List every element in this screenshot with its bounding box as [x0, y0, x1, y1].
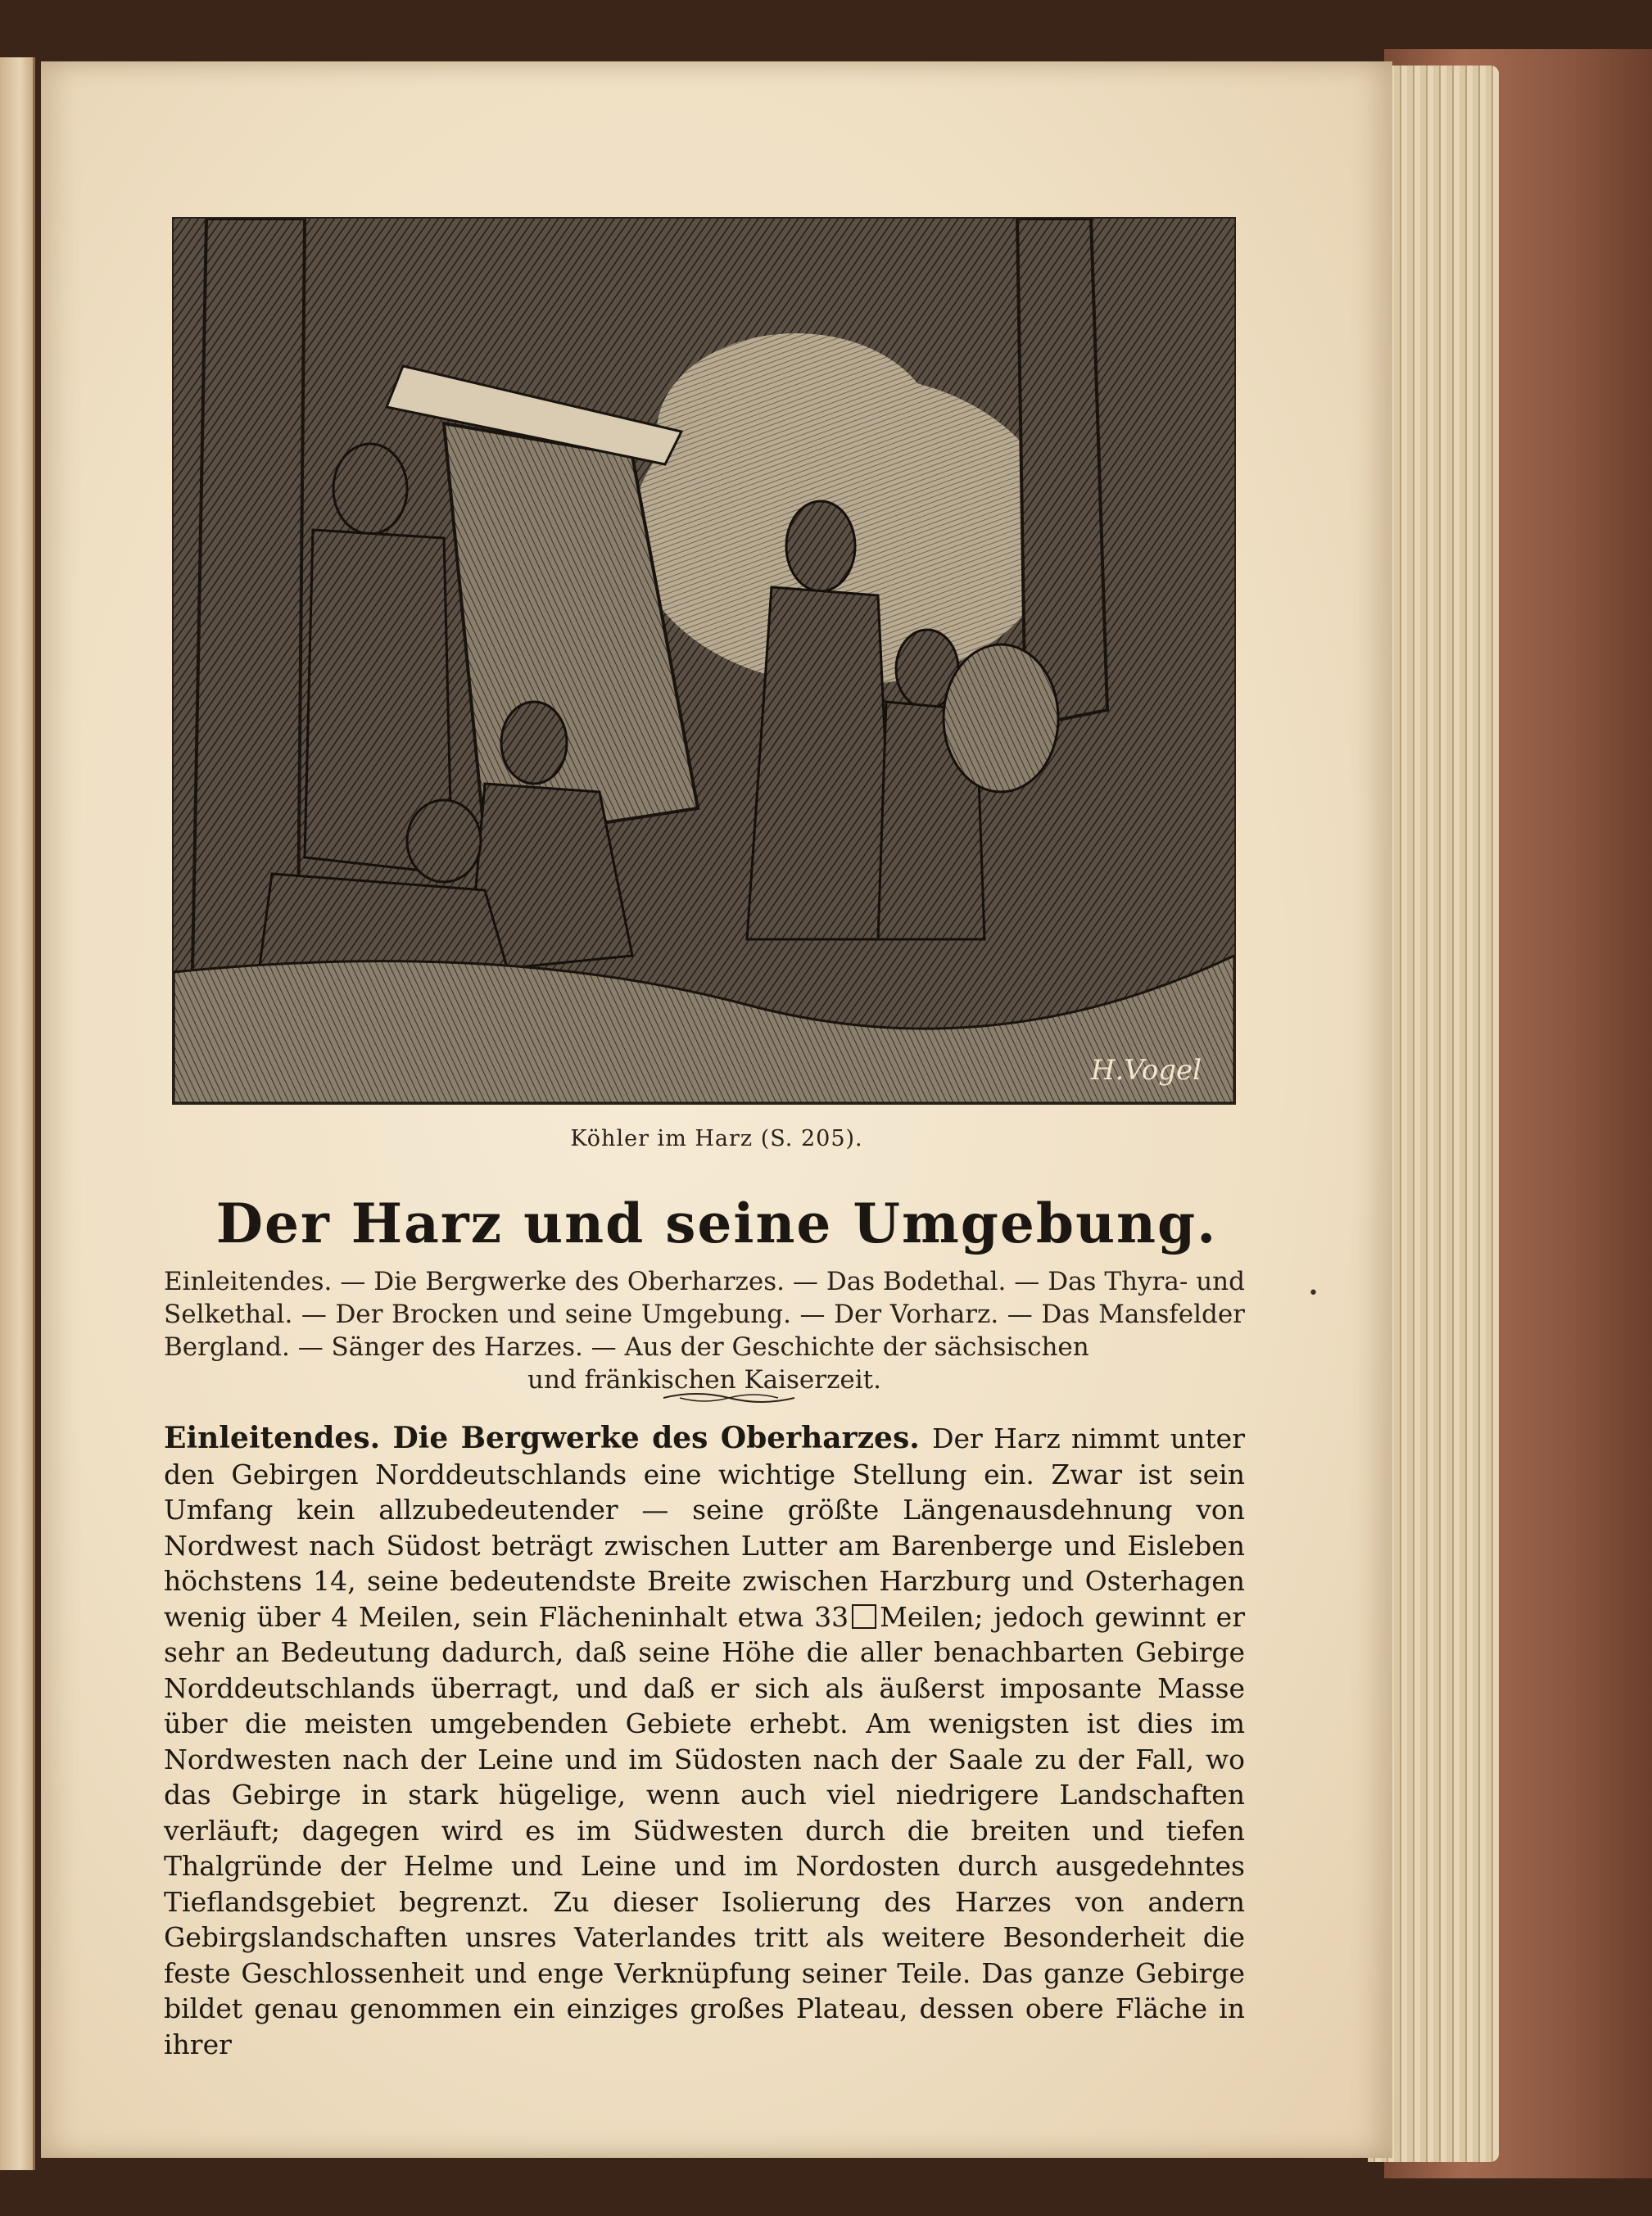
divider-ornament-icon: [663, 1390, 794, 1406]
engraving-illustration-icon: [174, 219, 1234, 1103]
artist-signature: H.Vogel: [1090, 1054, 1202, 1087]
margin-mark: •: [1308, 1283, 1319, 1304]
body-text-part1: Der Harz nimmt unter den Gebirgen Norddeutschlands eine wichtige Stellung ein. Zwar ist sein Umfang kein allzubedeutender — seine größte Längenausdehnung von Nordwest nach Südost beträgt zwischen Lutter am Barenberge und Eisleben höchstens 14, seine bedeutendste Breite zwischen Harzburg und Osterhagen wenig über 4 Meilen, sein Flächeninhalt etwa 33: [164, 1422, 1245, 1633]
body-paragraph: [164, 1421, 1245, 2062]
chapter-title: Der Harz und seine Umgebung.: [215, 1192, 1218, 1255]
square-miles-symbol-icon: [852, 1604, 876, 1629]
charcoal-burners-illustration: [172, 217, 1236, 1105]
left-page-edge: [0, 57, 35, 2170]
section-heading: Einleitendes. Die Bergwerke des Oberharzes.: [164, 1421, 933, 1455]
summary-text: Einleitendes. — Die Bergwerke des Oberharzes. — Das Bodethal. — Das Thyra- und Selkethal. — Der Brocken und seine Umgebung. — Der Vorharz. — Das Mansfelder Bergland. — Sänger des Harzes. — Aus der Geschichte der sächsischen: [164, 1267, 1245, 1362]
summary-last-line: und fränkischen Kaiserzeit.: [527, 1365, 881, 1395]
illustration-caption: Köhler im Harz (S. 205).: [570, 1126, 863, 1151]
book-page: [41, 61, 1392, 2158]
body-text-part2: Meilen; jedoch gewinnt er sehr an Bedeutung dadurch, daß seine Höhe die aller benachbarten Gebirge Norddeutschlands überragt, und daß er sich als äußerst imposante Masse über die meisten umgebenden Gebiete erhebt. Am wenigsten ist dies im Nordwesten nach der Leine und im Südosten nach der Saale zu der Fall, wo das Gebirge in stark hügelige, wenn auch viel niedrigere Landschaften verläuft; dagegen wird es im Südwesten durch die breiten und tiefen Thalgründe der Helme und Leine und im Nordosten durch ausgedehntes Tieflandsgebiet begrenzt. Zu dieser Isolierung des Harzes von andern Gebirgslandschaften unsres Vaterlandes tritt als weitere Besonderheit die feste Geschlossenheit und enge Verknüpfung seiner Teile. Das ganze Gebirge bildet genau genommen ein einziges großes Plateau, dessen obere Fläche in ihrer: [164, 1600, 1245, 2060]
chapter-summary: [164, 1265, 1245, 1396]
